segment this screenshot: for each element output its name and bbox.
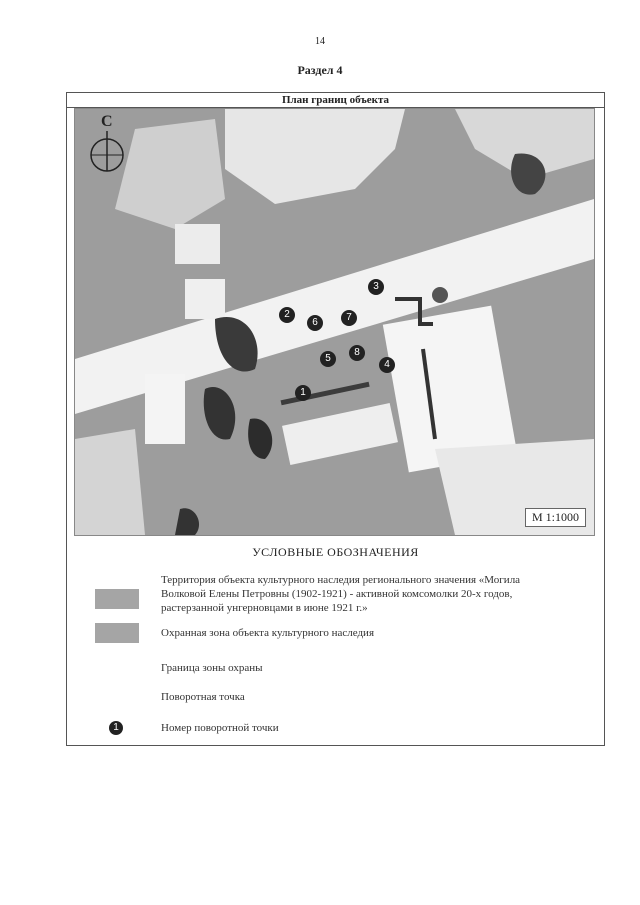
turning-point-6: 6 [307, 315, 323, 331]
legend-item-label: Номер поворотной точки [161, 722, 279, 734]
turning-point-4: 4 [379, 357, 395, 373]
legend-item-label: Граница зоны охраны [161, 662, 263, 674]
legend-item-label: Территория объекта культурного наследия регионального значения «Могила Волковой Елены Петровны (1902-1921) - активной комсомолки 20-х годов, растерзанной унгерновцами в июне 1921 г.» [161, 574, 521, 614]
scale-label: М 1:1000 [525, 508, 586, 527]
turning-point-8: 8 [349, 345, 365, 361]
plan-frame [66, 92, 605, 746]
plan-title: План границ объекта [67, 93, 604, 108]
legend-item-label: Поворотная точка [161, 691, 245, 703]
section-title: Раздел 4 [297, 63, 343, 77]
aerial-map [74, 108, 595, 536]
turning-point-5: 5 [320, 351, 336, 367]
object-territory-swatch [95, 589, 139, 609]
north-arrow [87, 113, 127, 177]
turning-point-3: 3 [368, 279, 384, 295]
turning-point-1: 1 [295, 385, 311, 401]
turning-point-2: 2 [279, 307, 295, 323]
protection-zone-swatch [95, 623, 139, 643]
aerial-map-image [75, 109, 594, 535]
legend-title: УСЛОВНЫЕ ОБОЗНАЧЕНИЯ [252, 545, 419, 559]
turning-point-number-symbol: 1 [109, 721, 123, 735]
legend-item-label: Охранная зона объекта культурного наследия [161, 627, 375, 639]
page-number: 14 [315, 36, 325, 47]
turning-point-7: 7 [341, 310, 357, 326]
north-label: С [101, 113, 113, 130]
